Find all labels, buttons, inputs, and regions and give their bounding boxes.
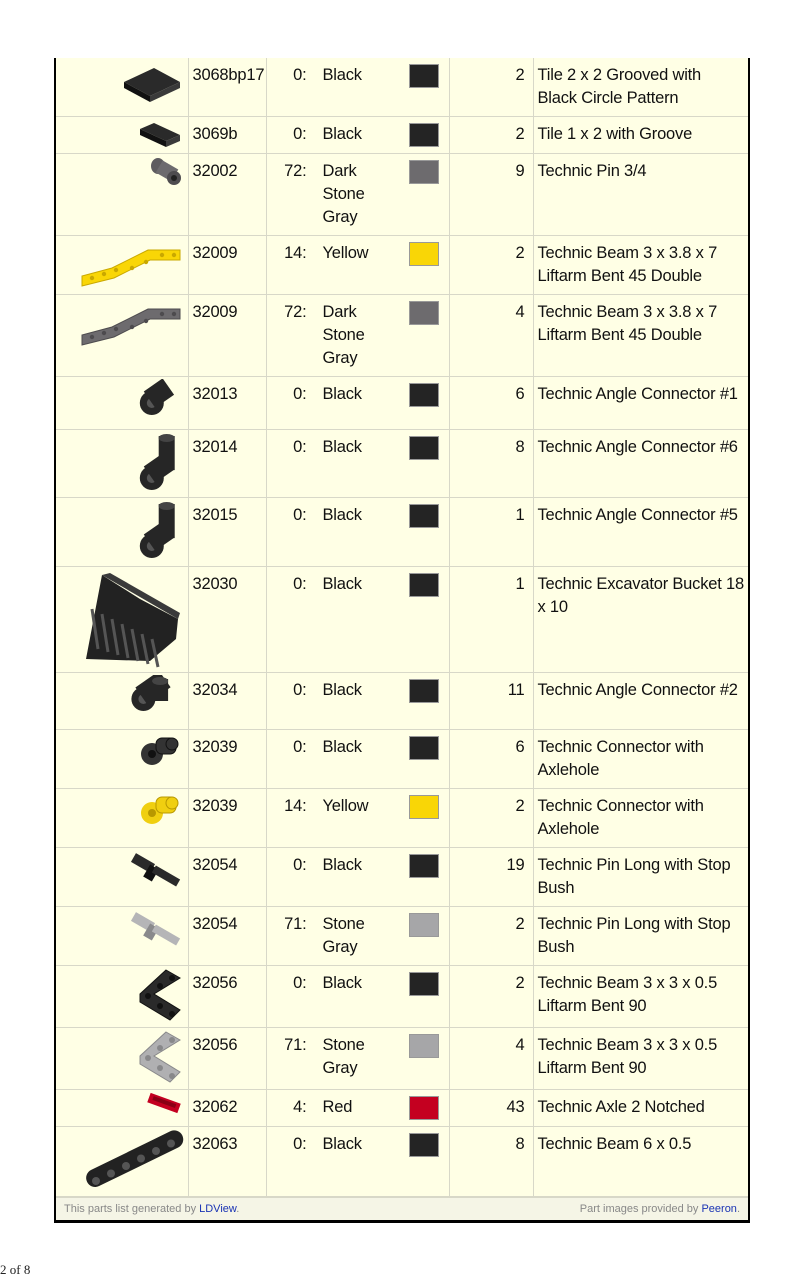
quantity: 11 [449, 673, 533, 730]
excavator-bucket-icon [58, 569, 184, 669]
pin-long-black-icon [58, 850, 184, 894]
part-description: Technic Angle Connector #2 [533, 673, 748, 730]
image-credit-text: Part images provided by [579, 1203, 702, 1215]
part-image-cell [56, 430, 188, 498]
table-row [56, 58, 748, 117]
color-swatch [409, 123, 439, 147]
color-code: 72: [284, 303, 307, 321]
part-description: Technic Axle 2 Notched [533, 1090, 748, 1127]
table-row [56, 117, 748, 154]
part-number: 3069b [188, 117, 266, 154]
part-number: 32030 [188, 567, 266, 673]
peeron-link[interactable]: Peeron [701, 1203, 737, 1215]
angle-connector-6-icon [58, 432, 184, 494]
color-cell [266, 377, 449, 430]
pin-long-gray-icon [58, 909, 184, 953]
color-code: 14: [284, 244, 307, 262]
bent-liftarm-gray-icon [58, 297, 184, 349]
generator-credit-suffix: . [236, 1203, 240, 1215]
part-number: 32054 [188, 907, 266, 966]
color-swatch [409, 736, 439, 760]
part-image-cell [56, 966, 188, 1028]
quantity: 1 [449, 567, 533, 673]
part-description: Technic Beam 3 x 3 x 0.5 Liftarm Bent 90 [533, 1028, 748, 1090]
part-description: Technic Beam 3 x 3.8 x 7 Liftarm Bent 45 Double [533, 295, 748, 377]
part-image-cell [56, 730, 188, 789]
part-image-cell [56, 789, 188, 848]
part-description: Technic Beam 6 x 0.5 [533, 1127, 748, 1197]
part-image-cell [56, 377, 188, 430]
page-number: 2 of 8 [0, 1262, 31, 1277]
color-cell [266, 567, 449, 673]
part-number: 32002 [188, 154, 266, 236]
table-row [56, 236, 748, 295]
part-number: 32062 [188, 1090, 266, 1127]
table-row [56, 1127, 748, 1197]
color-cell [266, 58, 449, 117]
quantity: 2 [449, 117, 533, 154]
color-code: 0: [293, 385, 307, 403]
quantity: 2 [449, 58, 533, 117]
color-name: Yellow [322, 797, 369, 815]
part-number: 32013 [188, 377, 266, 430]
color-name: Black [322, 738, 362, 756]
part-description: Technic Angle Connector #5 [533, 498, 748, 567]
part-image-cell [56, 907, 188, 966]
color-name: Black [322, 506, 362, 524]
table-row [56, 1028, 748, 1090]
part-description: Technic Beam 3 x 3.8 x 7 Liftarm Bent 45 Double [533, 236, 748, 295]
part-image-cell [56, 236, 188, 295]
color-swatch [409, 301, 439, 325]
table-row [56, 907, 748, 966]
angle-connector-2-icon [58, 675, 184, 715]
color-cell [266, 1090, 449, 1127]
table-row [56, 430, 748, 498]
part-number: 32034 [188, 673, 266, 730]
part-image-cell [56, 848, 188, 907]
part-image-cell [56, 567, 188, 673]
part-number: 32054 [188, 848, 266, 907]
color-name: Black [322, 1135, 362, 1153]
color-cell [266, 730, 449, 789]
part-number: 32056 [188, 966, 266, 1028]
table-row [56, 498, 748, 567]
table-row [56, 295, 748, 377]
generator-credit-text: This parts list generated by [64, 1203, 200, 1215]
color-swatch [409, 383, 439, 407]
color-swatch [409, 679, 439, 703]
color-cell [266, 907, 449, 966]
color-code: 0: [293, 974, 307, 992]
table-row [56, 567, 748, 673]
part-image-cell [56, 295, 188, 377]
axle-2-icon [58, 1092, 184, 1116]
color-cell [266, 295, 449, 377]
quantity: 43 [449, 1090, 533, 1127]
parts-list-table-container [54, 58, 750, 1223]
color-swatch [409, 64, 439, 88]
color-cell [266, 498, 449, 567]
color-name: Stone Gray [322, 1036, 365, 1077]
color-name: Black [322, 681, 362, 699]
color-code: 71: [284, 1036, 307, 1054]
color-swatch [409, 504, 439, 528]
color-swatch [409, 854, 439, 878]
color-swatch [409, 160, 439, 184]
color-code: 0: [293, 1135, 307, 1153]
part-description: Technic Beam 3 x 3 x 0.5 Liftarm Bent 90 [533, 966, 748, 1028]
color-name: Black [322, 575, 362, 593]
part-number: 32056 [188, 1028, 266, 1090]
part-number: 32014 [188, 430, 266, 498]
part-number: 32009 [188, 295, 266, 377]
quantity: 19 [449, 848, 533, 907]
color-name: Dark Stone Gray [322, 303, 365, 367]
color-code: 0: [293, 856, 307, 874]
part-description: Tile 1 x 2 with Groove [533, 117, 748, 154]
color-cell [266, 673, 449, 730]
parts-list-table [56, 58, 748, 1197]
liftarm-l-gray-icon [58, 1030, 184, 1086]
color-code: 14: [284, 797, 307, 815]
quantity: 6 [449, 377, 533, 430]
technic-pin-icon [58, 156, 184, 188]
table-row [56, 848, 748, 907]
part-image-cell [56, 1090, 188, 1127]
quantity: 2 [449, 907, 533, 966]
color-swatch [409, 242, 439, 266]
color-name: Black [322, 125, 362, 143]
quantity: 4 [449, 295, 533, 377]
quantity: 1 [449, 498, 533, 567]
part-image-cell [56, 1028, 188, 1090]
part-number: 32009 [188, 236, 266, 295]
angle-connector-5-icon [58, 500, 184, 562]
table-row [56, 966, 748, 1028]
part-description: Technic Connector with Axlehole [533, 730, 748, 789]
color-code: 0: [293, 66, 307, 84]
color-code: 4: [293, 1098, 307, 1116]
color-code: 0: [293, 681, 307, 699]
part-image-cell [56, 117, 188, 154]
color-cell [266, 848, 449, 907]
part-description: Technic Pin 3/4 [533, 154, 748, 236]
color-swatch [409, 436, 439, 460]
connector-axlehole-black-icon [58, 732, 184, 768]
color-code: 72: [284, 162, 307, 180]
part-number: 32039 [188, 789, 266, 848]
color-swatch [409, 1133, 439, 1157]
ldview-link[interactable]: LDView [199, 1203, 237, 1215]
table-footer [56, 1197, 748, 1220]
bent-liftarm-yellow-icon [58, 238, 184, 290]
quantity: 6 [449, 730, 533, 789]
image-credit [580, 1203, 740, 1215]
quantity: 9 [449, 154, 533, 236]
table-row [56, 377, 748, 430]
part-image-cell [56, 58, 188, 117]
part-description: Technic Excavator Bucket 18 x 10 [533, 567, 748, 673]
color-name: Black [322, 385, 362, 403]
color-cell [266, 1127, 449, 1197]
quantity: 2 [449, 789, 533, 848]
quantity: 2 [449, 236, 533, 295]
part-description: Technic Pin Long with Stop Bush [533, 907, 748, 966]
tile-1x2-icon [58, 119, 184, 151]
color-code: 0: [293, 125, 307, 143]
part-number: 3068bp17 [188, 58, 266, 117]
color-cell [266, 789, 449, 848]
part-image-cell [56, 1127, 188, 1197]
part-image-cell [56, 154, 188, 236]
color-swatch [409, 573, 439, 597]
color-swatch [409, 795, 439, 819]
quantity: 8 [449, 430, 533, 498]
color-cell [266, 117, 449, 154]
color-code: 0: [293, 438, 307, 456]
color-name: Dark Stone Gray [322, 162, 365, 226]
part-number: 32063 [188, 1127, 266, 1197]
part-number: 32039 [188, 730, 266, 789]
tile-2x2-icon [58, 60, 184, 104]
color-cell [266, 154, 449, 236]
generator-credit [64, 1203, 239, 1215]
color-name: Black [322, 856, 362, 874]
part-image-cell [56, 673, 188, 730]
part-description: Technic Pin Long with Stop Bush [533, 848, 748, 907]
connector-axlehole-yellow-icon [58, 791, 184, 827]
color-swatch [409, 913, 439, 937]
liftarm-l-black-icon [58, 968, 184, 1024]
color-name: Black [322, 66, 362, 84]
table-row [56, 730, 748, 789]
color-code: 0: [293, 506, 307, 524]
part-description: Technic Connector with Axlehole [533, 789, 748, 848]
part-description: Tile 2 x 2 Grooved with Black Circle Pattern [533, 58, 748, 117]
table-row [56, 673, 748, 730]
part-description: Technic Angle Connector #1 [533, 377, 748, 430]
color-code: 71: [284, 915, 307, 933]
color-swatch [409, 972, 439, 996]
color-cell [266, 236, 449, 295]
part-description: Technic Angle Connector #6 [533, 430, 748, 498]
color-name: Red [322, 1098, 353, 1116]
color-cell [266, 430, 449, 498]
color-code: 0: [293, 738, 307, 756]
color-name: Yellow [322, 244, 369, 262]
part-number: 32015 [188, 498, 266, 567]
color-cell [266, 966, 449, 1028]
table-row [56, 789, 748, 848]
beam-6-icon [58, 1129, 184, 1193]
color-cell [266, 1028, 449, 1090]
table-row [56, 154, 748, 236]
color-name: Black [322, 438, 362, 456]
image-credit-suffix: . [736, 1203, 740, 1215]
color-name: Black [322, 974, 362, 992]
color-swatch [409, 1096, 439, 1120]
part-image-cell [56, 498, 188, 567]
quantity: 4 [449, 1028, 533, 1090]
color-swatch [409, 1034, 439, 1058]
color-code: 0: [293, 575, 307, 593]
color-name: Stone Gray [322, 915, 365, 956]
quantity: 8 [449, 1127, 533, 1197]
angle-connector-1-icon [58, 379, 184, 419]
quantity: 2 [449, 966, 533, 1028]
table-row [56, 1090, 748, 1127]
